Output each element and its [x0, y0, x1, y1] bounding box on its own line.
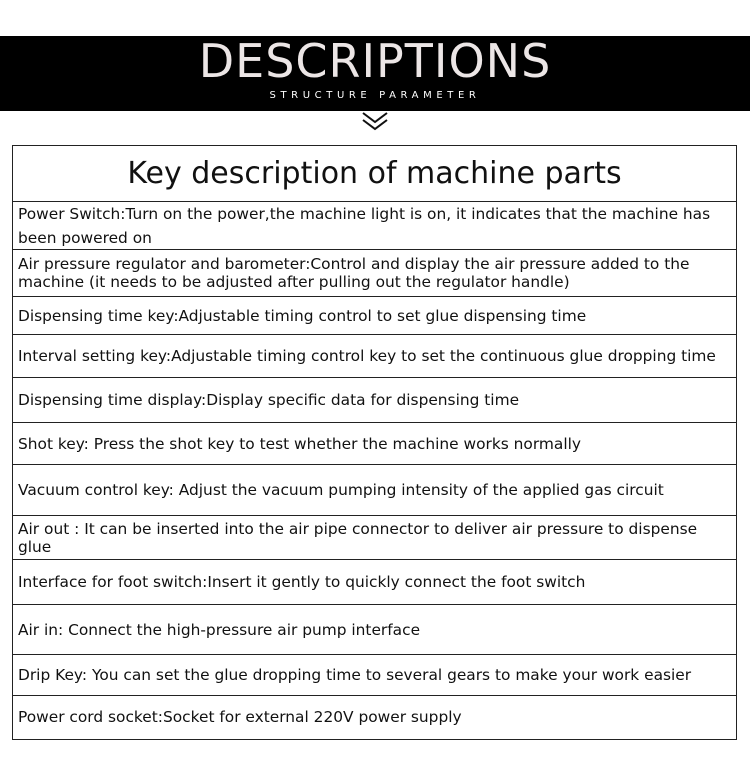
row-text: Air in: Connect the high-pressure air pump interface [18, 620, 421, 639]
table-title: Key description of machine parts [13, 146, 736, 202]
row-text: Power cord socket:Socket for external 220V power supply [18, 708, 462, 726]
table-row [13, 696, 736, 738]
parts-description-table [12, 145, 737, 740]
row-text: Dispensing time display:Display specific data for dispensing time [18, 391, 520, 409]
row-text: Drip Key: You can set the glue dropping time to several gears to make your work easier [18, 666, 692, 684]
row-text: Interval setting key:Adjustable timing control key to set the continuous glue dropping time [18, 347, 716, 365]
row-text: Shot key: Press the shot key to test whether the machine works normally [18, 434, 581, 453]
banner-title: DESCRIPTIONS [198, 34, 552, 88]
row-text: Air pressure regulator and barometer:Control and display the air pressure added to the machine (it needs to be adjusted after pulling out the regulator handle) [18, 255, 690, 291]
table-row [13, 202, 736, 250]
row-text: Interface for foot switch:Insert it gently to quickly connect the foot switch [18, 573, 586, 591]
row-text: Vacuum control key: Adjust the vacuum pumping intensity of the applied gas circuit [18, 481, 664, 499]
row-text: Dispensing time key:Adjustable timing control to set glue dispensing time [18, 306, 587, 325]
table-row [13, 655, 736, 696]
table-row [13, 423, 736, 465]
double-chevron-down-icon [361, 111, 389, 133]
banner-subtitle: STRUCTURE PARAMETER [269, 90, 481, 101]
table-row [13, 378, 736, 423]
table-row [13, 560, 736, 605]
table-row [13, 335, 736, 378]
table-row [13, 465, 736, 516]
table-row [13, 605, 736, 655]
table-row [13, 297, 736, 335]
table-row [13, 250, 736, 297]
row-text: Air out : It can be inserted into the air pipe connector to deliver air pressure to dispense glue [18, 519, 698, 556]
row-text: Power Switch:Turn on the power,the machine light is on, it indicates that the machine has been powered on [18, 204, 711, 247]
table-row [13, 516, 736, 560]
